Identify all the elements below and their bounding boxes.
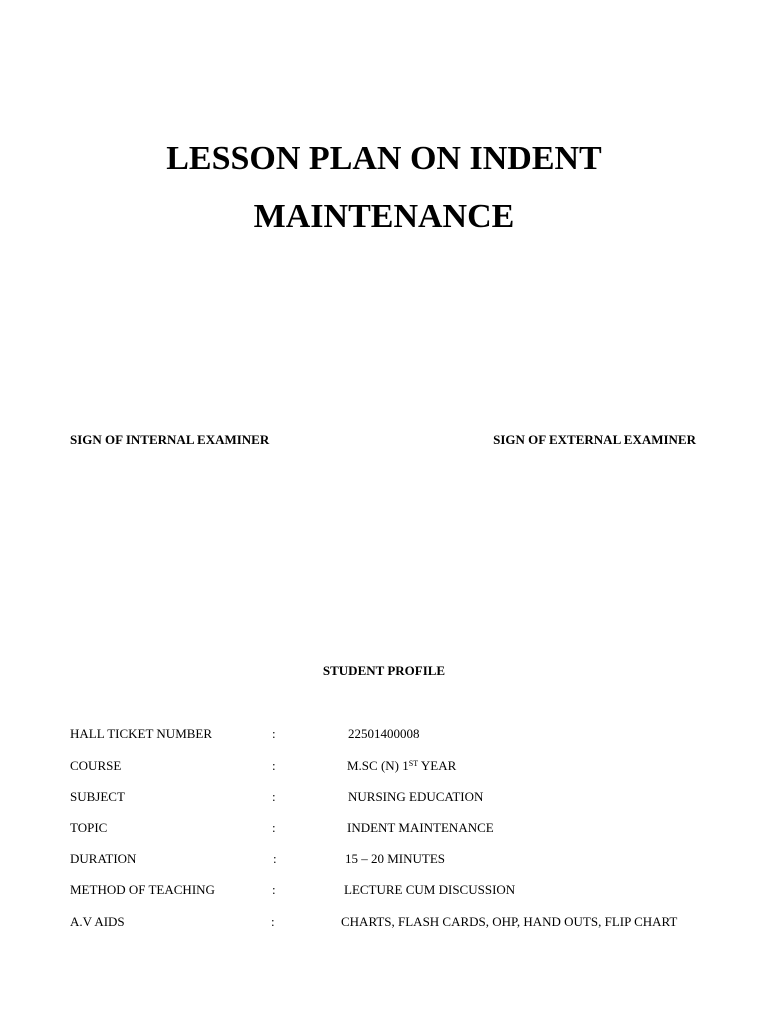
profile-colon: : (273, 851, 277, 866)
profile-row-subject (0, 789, 768, 809)
course-value-superscript: ST (408, 759, 419, 768)
profile-value: INDENT MAINTENANCE (347, 820, 494, 835)
profile-label: A.V AIDS (70, 914, 125, 929)
document-title-line-1: LESSON PLAN ON INDENT (166, 140, 602, 177)
profile-label: SUBJECT (70, 789, 125, 804)
profile-value: LECTURE CUM DISCUSSION (344, 882, 516, 897)
profile-value (347, 758, 456, 774)
profile-colon: : (272, 726, 276, 741)
profile-row-method (0, 882, 768, 902)
profile-row-topic (0, 820, 768, 840)
profile-label: HALL TICKET NUMBER (70, 726, 213, 741)
profile-value: CHARTS, FLASH CARDS, OHP, HAND OUTS, FLIP CHART (341, 914, 678, 929)
profile-colon: : (272, 820, 276, 835)
profile-value: 22501400008 (348, 726, 420, 741)
profile-row-hall-ticket (0, 726, 768, 746)
profile-label: METHOD OF TEACHING (70, 882, 215, 897)
profile-value: 15 – 20 MINUTES (345, 851, 446, 866)
profile-colon: : (272, 882, 276, 897)
profile-colon: : (271, 914, 275, 929)
profile-label: DURATION (70, 851, 137, 866)
profile-row-av-aids (0, 914, 768, 934)
course-value-main: M.SC (N) 1 (347, 758, 409, 773)
external-examiner-signature-label: SIGN OF EXTERNAL EXAMINER (493, 432, 696, 447)
profile-label: COURSE (70, 758, 122, 773)
profile-colon: : (272, 758, 276, 773)
profile-value: NURSING EDUCATION (348, 789, 484, 804)
profile-row-course (0, 758, 768, 778)
student-profile-heading: STUDENT PROFILE (322, 663, 446, 678)
document-title-line-2: MAINTENANCE (253, 198, 515, 235)
internal-examiner-signature-label: SIGN OF INTERNAL EXAMINER (70, 432, 270, 447)
profile-row-duration (0, 851, 768, 871)
profile-colon: : (272, 789, 276, 804)
course-value-suffix: YEAR (418, 758, 457, 773)
profile-label: TOPIC (70, 820, 108, 835)
